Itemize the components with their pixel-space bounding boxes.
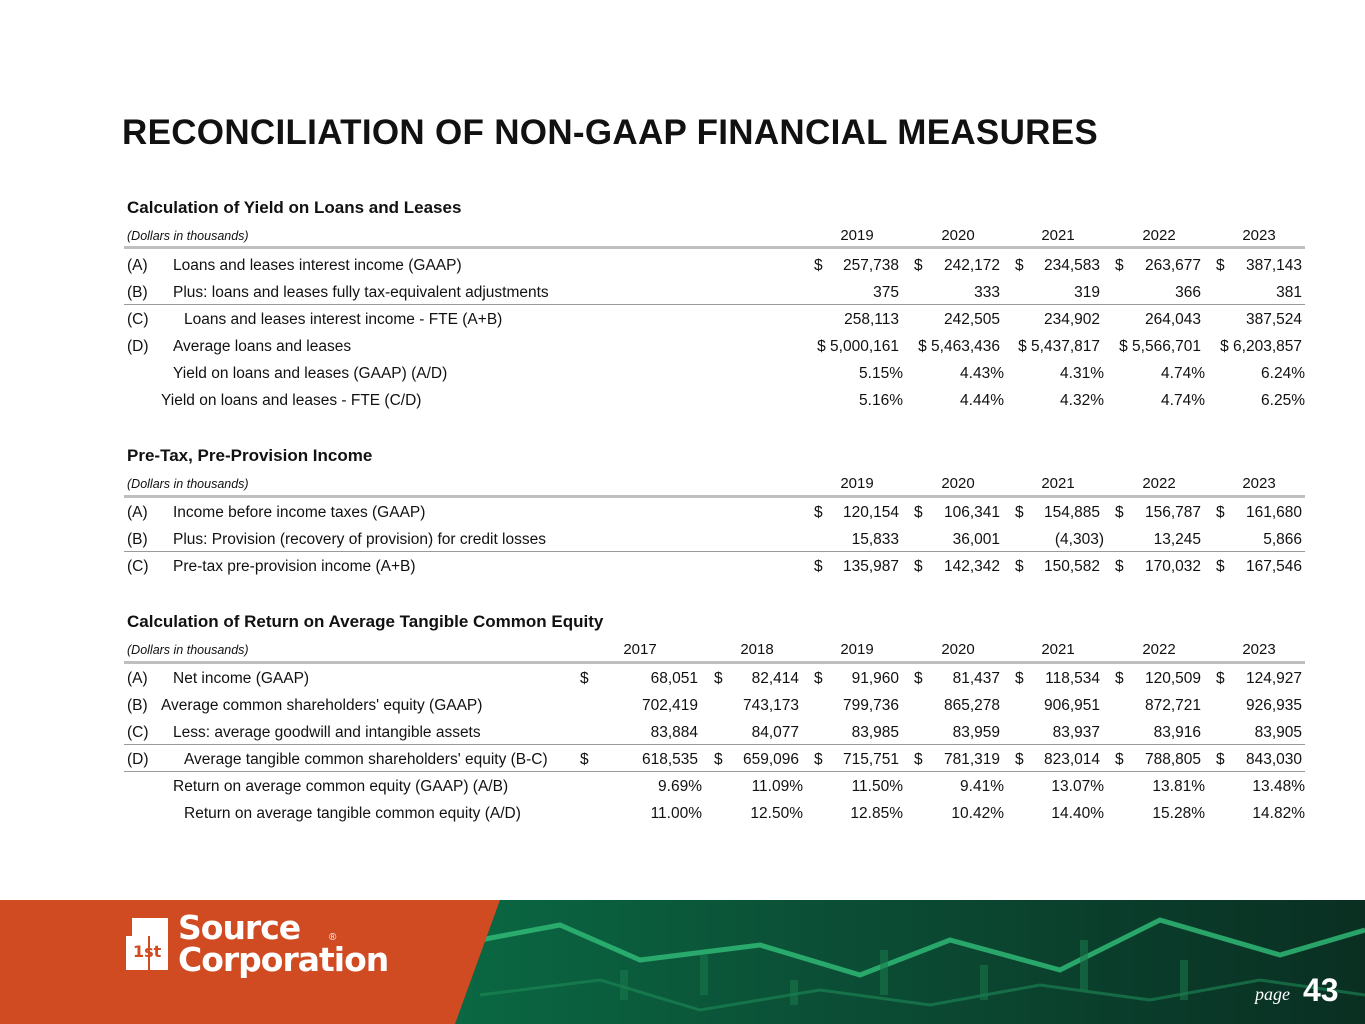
year-label: 2022 (1142, 227, 1176, 244)
cell-value: 83,916 (1153, 724, 1201, 741)
cell-value: 788,805 (1144, 751, 1201, 768)
cell-value: 263,677 (1144, 257, 1201, 274)
row-code: (B) (127, 531, 148, 548)
cell-value: 81,437 (952, 670, 1000, 687)
row-divider (124, 771, 1305, 772)
row-label: Return on average tangible common equity (A/D) (184, 805, 521, 822)
cell-value: 15,833 (851, 531, 899, 548)
dollar-sign: $ (814, 670, 823, 687)
section-title: Calculation of Yield on Loans and Leases (127, 198, 462, 217)
row-code: (B) (127, 284, 148, 301)
cell-value: 264,043 (1144, 311, 1201, 328)
cell-value: 118,534 (1045, 670, 1100, 687)
row-label: Income before income taxes (GAAP) (173, 504, 426, 521)
cell-value: 12.85% (850, 805, 903, 822)
units-note: (Dollars in thousands) (127, 477, 249, 491)
dollar-sign: $ (1015, 751, 1024, 768)
dollar-sign: $ (1015, 558, 1024, 575)
cell-value: 702,419 (641, 697, 698, 714)
row-label: Pre-tax pre-provision income (A+B) (173, 558, 416, 575)
row-code: (D) (127, 751, 149, 768)
header-rule (124, 246, 1305, 249)
year-label: 2021 (1041, 475, 1075, 492)
row-label: Less: average goodwill and intangible assets (173, 724, 481, 741)
dollar-sign: $ (580, 751, 589, 768)
header-rule (124, 495, 1305, 498)
row-code: (A) (127, 504, 148, 521)
cell-value: $ 6,203,857 (1220, 338, 1302, 355)
page-title: RECONCILIATION OF NON-GAAP FINANCIAL MEASURES (122, 113, 1099, 152)
cell-value: 333 (974, 284, 1000, 301)
row-code: (C) (127, 311, 149, 328)
cell-value: 799,736 (842, 697, 899, 714)
cell-value: 11.00% (650, 805, 702, 822)
cell-value: 375 (873, 284, 899, 301)
cell-value: 10.42% (951, 805, 1004, 822)
cell-value: 5.15% (859, 365, 903, 382)
row-label: Yield on loans and leases - FTE (C/D) (161, 392, 422, 409)
table-row (0, 774, 1365, 800)
cell-value: 15.28% (1152, 805, 1205, 822)
cell-value: 142,342 (943, 558, 1000, 575)
row-divider (124, 304, 1305, 305)
row-code: (A) (127, 257, 148, 274)
page-label: page (1255, 984, 1290, 1004)
year-label: 2021 (1041, 641, 1075, 658)
table-row (0, 801, 1365, 827)
cell-value: 4.44% (960, 392, 1004, 409)
table-row (0, 334, 1365, 360)
dollar-sign: $ (914, 751, 923, 768)
year-label: 2022 (1142, 641, 1176, 658)
cell-value: 387,143 (1245, 257, 1302, 274)
cell-value: 84,077 (751, 724, 799, 741)
dollar-sign: $ (1115, 558, 1124, 575)
cell-value: $ 5,463,436 (918, 338, 1000, 355)
cell-value: 865,278 (943, 697, 1000, 714)
year-label: 2020 (941, 475, 975, 492)
table-row (0, 280, 1365, 306)
table-row (0, 747, 1365, 773)
cell-value: $ 5,566,701 (1119, 338, 1201, 355)
dollar-sign: $ (1115, 670, 1124, 687)
dollar-sign: $ (580, 670, 589, 687)
dollar-sign: $ (914, 670, 923, 687)
cell-value: 12.50% (750, 805, 803, 822)
year-label: 2020 (941, 641, 975, 658)
cell-value: 258,113 (844, 311, 899, 328)
table-row (0, 500, 1365, 526)
cell-value: 387,524 (1245, 311, 1302, 328)
dollar-sign: $ (1015, 257, 1024, 274)
year-label: 2019 (840, 475, 874, 492)
cell-value: $ 5,437,817 (1018, 338, 1100, 355)
dollar-sign: $ (814, 504, 823, 521)
row-label: Plus: Provision (recovery of provision) for credit losses (173, 531, 546, 548)
row-label: Average tangible common shareholders' equity (B-C) (184, 751, 548, 768)
section-title: Pre-Tax, Pre-Provision Income (127, 446, 373, 465)
cell-value: 83,959 (952, 724, 1000, 741)
table-row (0, 527, 1365, 553)
cell-value: 242,172 (943, 257, 1000, 274)
dollar-sign: $ (1216, 257, 1225, 274)
row-label: Loans and leases interest income - FTE (A+B) (184, 311, 503, 328)
cell-value: 167,546 (1245, 558, 1302, 575)
year-label: 2019 (840, 227, 874, 244)
dollar-sign: $ (1115, 751, 1124, 768)
cell-value: 381 (1276, 284, 1302, 301)
dollar-sign: $ (1015, 504, 1024, 521)
page-number: 43 (1303, 972, 1339, 1008)
row-label: Loans and leases interest income (GAAP) (173, 257, 462, 274)
cell-value: 743,173 (742, 697, 799, 714)
dollar-sign: $ (714, 751, 723, 768)
dollar-sign: $ (914, 257, 923, 274)
cell-value: 161,680 (1245, 504, 1302, 521)
table-row (0, 388, 1365, 414)
cell-value: 4.43% (960, 365, 1004, 382)
cell-value: 257,738 (842, 257, 899, 274)
cell-value: 83,985 (851, 724, 899, 741)
cell-value: 926,935 (1245, 697, 1302, 714)
cell-value: $ 5,000,161 (817, 338, 899, 355)
cell-value: 170,032 (1144, 558, 1201, 575)
table-row (0, 693, 1365, 719)
table-row (0, 720, 1365, 746)
row-code: (C) (127, 558, 149, 575)
cell-value: 319 (1074, 284, 1100, 301)
row-divider (124, 744, 1305, 745)
row-code: (B) (127, 697, 148, 714)
dollar-sign: $ (1216, 751, 1225, 768)
cell-value: 156,787 (1144, 504, 1201, 521)
row-code: (A) (127, 670, 148, 687)
table-row (0, 666, 1365, 692)
logo-line-1: Source (178, 908, 301, 947)
logo-line-2: Corporation (178, 940, 389, 979)
cell-value: 14.40% (1051, 805, 1104, 822)
row-code: (D) (127, 338, 149, 355)
table-row (0, 361, 1365, 387)
row-divider (124, 551, 1305, 552)
registered-mark: ® (329, 932, 337, 943)
cell-value: 843,030 (1245, 751, 1302, 768)
logo-mark-text: 1st (133, 942, 162, 961)
cell-value: 154,885 (1043, 504, 1100, 521)
dollar-sign: $ (1015, 670, 1024, 687)
cell-value: 135,987 (842, 558, 899, 575)
cell-value: 4.31% (1060, 365, 1104, 382)
year-label: 2019 (840, 641, 874, 658)
cell-value: 120,154 (842, 504, 899, 521)
cell-value: 13.81% (1152, 778, 1205, 795)
table-row (0, 307, 1365, 333)
cell-value: 234,902 (1043, 311, 1100, 328)
row-label: Plus: loans and leases fully tax-equivalent adjustments (173, 284, 549, 301)
cell-value: 4.74% (1161, 392, 1205, 409)
cell-value: 83,905 (1254, 724, 1302, 741)
row-label: Return on average common equity (GAAP) (A/B) (173, 778, 509, 795)
footer-banner (0, 900, 1365, 1024)
dollar-sign: $ (1216, 670, 1225, 687)
row-label: Net income (GAAP) (173, 670, 310, 687)
cell-value: 120,509 (1144, 670, 1201, 687)
cell-value: 366 (1175, 284, 1201, 301)
dollar-sign: $ (814, 558, 823, 575)
table-row (0, 554, 1365, 580)
cell-value: 83,937 (1052, 724, 1100, 741)
cell-value: 872,721 (1144, 697, 1201, 714)
dollar-sign: $ (914, 504, 923, 521)
dollar-sign: $ (1216, 558, 1225, 575)
cell-value: 91,960 (851, 670, 899, 687)
year-label: 2023 (1242, 475, 1276, 492)
row-label: Average loans and leases (173, 338, 352, 355)
year-label: 2017 (623, 641, 657, 658)
cell-value: 9.69% (658, 778, 702, 795)
cell-value: 82,414 (751, 670, 799, 687)
cell-value: 234,583 (1043, 257, 1100, 274)
year-label: 2022 (1142, 475, 1176, 492)
cell-value: 823,014 (1043, 751, 1100, 768)
cell-value: 6.24% (1261, 365, 1305, 382)
cell-value: 4.74% (1161, 365, 1205, 382)
cell-value: 11.50% (851, 778, 903, 795)
units-note: (Dollars in thousands) (127, 229, 249, 243)
cell-value: 124,927 (1245, 670, 1302, 687)
cell-value: 242,505 (943, 311, 1000, 328)
cell-value: 13.07% (1051, 778, 1104, 795)
cell-value: 14.82% (1252, 805, 1305, 822)
year-label: 2021 (1041, 227, 1075, 244)
cell-value: 13.48% (1252, 778, 1305, 795)
cell-value: 781,319 (943, 751, 1000, 768)
cell-value: 9.41% (960, 778, 1004, 795)
cell-value: 6.25% (1261, 392, 1305, 409)
row-label: Average common shareholders' equity (GAAP) (161, 697, 483, 714)
cell-value: 5,866 (1263, 531, 1302, 548)
cell-value: 906,951 (1043, 697, 1100, 714)
dollar-sign: $ (1216, 504, 1225, 521)
cell-value: 715,751 (842, 751, 899, 768)
cell-value: 36,001 (952, 531, 1000, 548)
dollar-sign: $ (714, 670, 723, 687)
cell-value: 618,535 (641, 751, 698, 768)
year-label: 2023 (1242, 641, 1276, 658)
year-label: 2023 (1242, 227, 1276, 244)
header-rule (124, 661, 1305, 664)
cell-value: 5.16% (859, 392, 903, 409)
cell-value: 13,245 (1153, 531, 1201, 548)
dollar-sign: $ (1115, 504, 1124, 521)
cell-value: 106,341 (943, 504, 1000, 521)
year-label: 2018 (740, 641, 774, 658)
section-title: Calculation of Return on Average Tangible Common Equity (127, 612, 604, 631)
row-code: (C) (127, 724, 149, 741)
cell-value: 4.32% (1060, 392, 1104, 409)
dollar-sign: $ (1115, 257, 1124, 274)
dollar-sign: $ (814, 751, 823, 768)
dollar-sign: $ (914, 558, 923, 575)
cell-value: 11.09% (751, 778, 803, 795)
cell-value: (4,303) (1054, 531, 1104, 548)
cell-value: 68,051 (650, 670, 698, 687)
cell-value: 83,884 (650, 724, 698, 741)
units-note: (Dollars in thousands) (127, 643, 249, 657)
row-label: Yield on loans and leases (GAAP) (A/D) (173, 365, 448, 382)
cell-value: 659,096 (742, 751, 799, 768)
cell-value: 150,582 (1043, 558, 1100, 575)
dollar-sign: $ (814, 257, 823, 274)
year-label: 2020 (941, 227, 975, 244)
table-row (0, 253, 1365, 279)
